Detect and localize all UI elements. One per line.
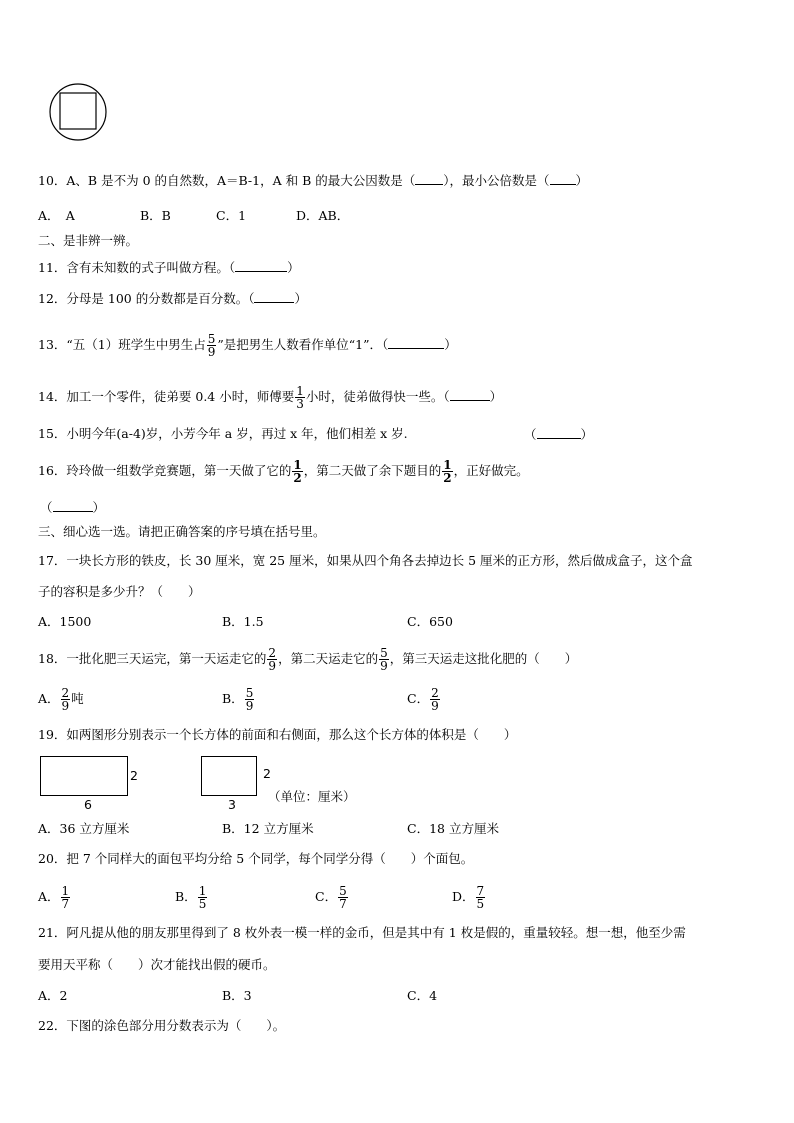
q17-option-c: C．650 <box>407 614 453 629</box>
answer-blank[interactable] <box>388 336 444 349</box>
question-21-line-2: 要用天平称（ ）次才能找出假的硬币。 <box>38 957 276 972</box>
question-17-line-1: 17．一块长方形的铁皮，长 30 厘米，宽 25 厘米，如果从四个角各去掉边长 5 厘米的正方形，然后做成盒子，这个盒 <box>38 553 693 568</box>
front-face-rectangle <box>40 756 128 796</box>
question-10: 10．A、B 是不为 0 的自然数，A＝B-1，A 和 B 的最大公因数是（ ），最小公倍数是（ ） <box>38 173 589 188</box>
question-20: 20．把 7 个同样大的面包平均分给 5 个同学，每个同学分得（ ）个面包。 <box>38 851 474 866</box>
question-18: 18．一批化肥三天运完，第一天运走它的 $\frac{2}{9}$ ，第二天运走它的 $\frac{5}{9}$ ，第三天运走这批化肥的（ ） <box>38 646 578 673</box>
question-19: 19．如两图形分别表示一个长方体的前面和右侧面，那么这个长方体的体积是（ ） <box>38 727 517 742</box>
fraction: $\frac{2}{9}$ <box>61 686 70 713</box>
rect1-height-label: 2 <box>130 768 138 783</box>
answer-blank[interactable] <box>450 388 490 401</box>
fraction: $\frac{2}{9}$ <box>431 686 439 713</box>
q20-option-d: D． $\frac{7}{5}$ <box>452 884 485 911</box>
q20-option-a: A． $\frac{1}{7}$ <box>38 884 70 911</box>
q10-option-a: A． A <box>38 208 75 223</box>
q10-option-c: C．1 <box>216 208 247 223</box>
answer-blank[interactable] <box>537 426 581 439</box>
answer-blank[interactable] <box>53 499 93 512</box>
fraction: $\frac{1}{2}$ <box>443 458 452 485</box>
q17-option-a: A．1500 <box>38 614 92 629</box>
unit-label: （单位：厘米） <box>268 789 356 804</box>
q18-option-c: C． $\frac{2}{9}$ <box>407 686 439 713</box>
fraction: $\frac{5}{9}$ <box>207 332 216 359</box>
rect2-width-label: 3 <box>228 797 236 812</box>
q17-option-b: B．1.5 <box>222 614 264 629</box>
circle-square-figure <box>48 80 108 144</box>
q21-option-a: A．2 <box>38 988 68 1003</box>
question-11: 11．含有未知数的式子叫做方程。（ ） <box>38 260 300 275</box>
q16-answer: （ ） <box>40 500 106 515</box>
section-2-heading: 二、是非辨一辨。 <box>38 233 139 248</box>
q20-option-b: B． $\frac{1}{5}$ <box>175 884 207 911</box>
q18-option-a: A． $\frac{2}{9}$ 吨 <box>38 686 84 713</box>
fraction: $\frac{5}{9}$ <box>380 646 388 673</box>
q21-option-b: B．3 <box>222 988 252 1003</box>
answer-blank[interactable] <box>235 259 287 272</box>
fraction: $\frac{1}{2}$ <box>293 458 302 485</box>
fraction: $\frac{1}{3}$ <box>296 384 304 411</box>
q21-option-c: C．4 <box>407 988 438 1003</box>
fraction: $\frac{5}{9}$ <box>245 686 254 713</box>
q20-option-c: C． $\frac{5}{7}$ <box>315 884 347 911</box>
fraction: $\frac{1}{5}$ <box>198 884 207 911</box>
answer-blank[interactable] <box>254 290 294 303</box>
q10-option-b: B．B <box>140 208 171 223</box>
question-13: 13．“五（1）班学生中男生占 $\frac{5}{9}$ ”是把男生人数看作单位“1”．（ ） <box>38 332 457 359</box>
question-16: 16．玲玲做一组数学竞赛题，第一天做了它的 $\frac{1}{2}$ ，第二天做了余下题目的 $\frac{1}{2}$ ，正好做完。 <box>38 458 529 485</box>
q19-option-b: B．12 立方厘米 <box>222 821 314 836</box>
fraction: $\frac{1}{7}$ <box>61 884 70 911</box>
answer-blank[interactable] <box>550 172 576 185</box>
q18-option-b: B． $\frac{5}{9}$ <box>222 686 254 713</box>
answer-blank[interactable] <box>415 172 443 185</box>
rect1-width-label: 6 <box>84 797 92 812</box>
side-face-rectangle <box>201 756 257 796</box>
question-17-line-2: 子的容积是多少升？（ ） <box>38 584 201 599</box>
q19-option-a: A．36 立方厘米 <box>38 821 130 836</box>
q15-answer: （ ） <box>524 427 594 442</box>
q19-option-c: C．18 立方厘米 <box>407 821 499 836</box>
fraction: $\frac{7}{5}$ <box>476 884 485 911</box>
question-14: 14．加工一个零件，徒弟要 0.4 小时，师傅要 $\frac{1}{3}$ 小时，徒弟做得快一些。（ ） <box>38 384 503 411</box>
rect2-height-label: 2 <box>263 766 271 781</box>
question-15: 15．小明今年(a-4)岁，小芳今年 a 岁，再过 x 年，他们相差 x 岁. <box>38 426 408 441</box>
question-21-line-1: 21．阿凡提从他的朋友那里得到了 8 枚外表一模一样的金币，但是其中有 1 枚是假的，重量较轻。想一想，他至少需 <box>38 925 686 940</box>
question-22: 22．下图的涂色部分用分数表示为（ ）。 <box>38 1018 286 1033</box>
q10-option-d: D．AB． <box>296 208 350 223</box>
fraction: $\frac{5}{7}$ <box>339 884 347 911</box>
section-3-heading: 三、细心选一选。请把正确答案的序号填在括号里。 <box>38 524 326 539</box>
fraction: $\frac{2}{9}$ <box>268 646 277 673</box>
question-12: 12．分母是 100 的分数都是百分数。（ ） <box>38 291 307 306</box>
